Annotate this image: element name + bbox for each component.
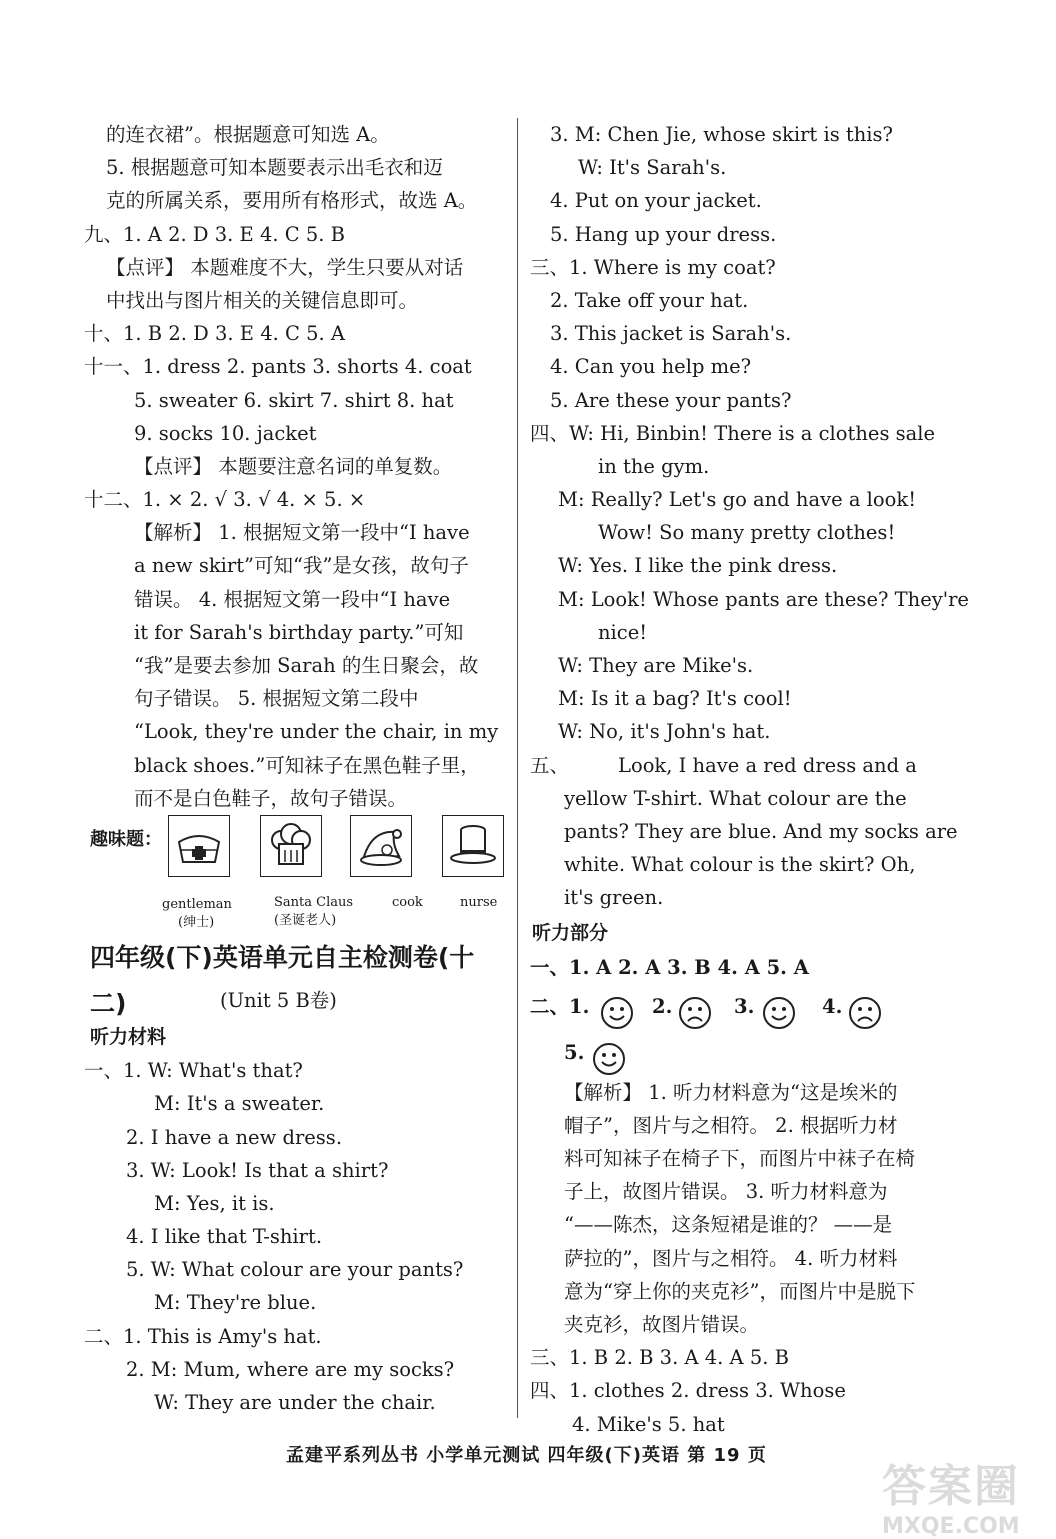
- line-text: 【解析】 1. 根据短文第一段中“I have: [134, 521, 470, 545]
- text-line: [84, 1154, 508, 1187]
- line-text: 克的所属关系，要用所有格形式，故选 A。: [106, 189, 478, 213]
- answers-section-2-item-5: 5.: [530, 1030, 970, 1076]
- line-text: 2. M: Mum, where are my socks?: [126, 1357, 455, 1381]
- line-text: Wow! So many pretty clothes!: [598, 521, 896, 545]
- text-line: [84, 284, 508, 317]
- line-text: 句子错误。 5. 根据短文第二段中: [134, 687, 419, 711]
- right-material-block: [530, 118, 970, 915]
- text-line: [530, 284, 970, 317]
- line-text: M: They're blue.: [154, 1291, 317, 1315]
- line-text: 十、1. B 2. D 3. E 4. C 5. A: [84, 322, 346, 346]
- line-text: 中找出与图片相关的关键信息即可。: [106, 288, 419, 312]
- line-text: M: Really? Let's go and have a look!: [558, 488, 917, 512]
- text-line: [530, 1275, 970, 1308]
- line-text: 3. This jacket is Sarah's.: [550, 322, 792, 346]
- text-line: [84, 184, 508, 217]
- text-line: [84, 1286, 508, 1319]
- text-line: [530, 184, 970, 217]
- line-text: pants? They are blue. And my socks are: [564, 819, 958, 843]
- text-line: [84, 782, 508, 815]
- text-line: [84, 350, 508, 383]
- text-line: [84, 218, 508, 251]
- text-line: [84, 715, 508, 748]
- line-text: 4. I like that T-shirt.: [126, 1225, 323, 1249]
- line-text: 3. W: Look! Is that a shirt?: [126, 1158, 389, 1182]
- text-line: [530, 715, 970, 748]
- line-text: W: They are Mike's.: [558, 654, 754, 677]
- text-line: [530, 1142, 970, 1175]
- text-line: [530, 1208, 970, 1241]
- text-line: [530, 1308, 970, 1341]
- line-text: it for Sarah's birthday party.”可知: [134, 620, 464, 644]
- line-text: a new skirt”可知“我”是女孩，故句子: [134, 554, 469, 578]
- text-line: [530, 649, 970, 682]
- fun-question-label: 趣味题：: [90, 828, 162, 850]
- answers-section-1: 一、1. A 2. A 3. B 4. A 5. A: [530, 955, 809, 979]
- line-text: 子上，故图片错误。 3. 听力材料意为: [564, 1180, 888, 1204]
- line-text: M: Is it a bag? It's cool!: [558, 687, 792, 711]
- text-line: [530, 483, 970, 516]
- line-text: M: It's a sweater.: [154, 1092, 325, 1116]
- line-text: 【点评】 本题要注意名词的单复数。: [134, 454, 453, 478]
- text-line: [530, 417, 970, 450]
- line-text: 十一、1. dress 2. pants 3. shorts 4. coat: [84, 355, 472, 379]
- line-text: 【解析】 1. 听力材料意为“这是埃米的: [564, 1080, 898, 1104]
- text-line: [530, 782, 970, 815]
- text-line: [530, 1242, 970, 1275]
- line-text: “我”是要去参加 Sarah 的生日聚会，故: [134, 654, 479, 677]
- test-subtitle: (Unit 5 B卷): [220, 988, 337, 1012]
- text-line: [530, 549, 970, 582]
- listening-material-block: [84, 1054, 508, 1419]
- text-line: [84, 1054, 508, 1087]
- text-line: [84, 1386, 508, 1419]
- line-text: 9. socks 10. jacket: [134, 421, 317, 445]
- text-line: [530, 516, 970, 549]
- line-text: 十二、1. × 2. √ 3. √ 4. × 5. ×: [84, 488, 366, 512]
- line-text: 四、W: Hi, Binbin! There is a clothes sale: [530, 421, 936, 445]
- caption-gentleman: gentleman: [162, 896, 232, 912]
- text-line: [84, 151, 508, 184]
- text-line: [530, 749, 970, 782]
- line-text: 5. 根据题意可知本题要表示出毛衣和迈: [106, 156, 443, 180]
- text-line: [530, 1374, 970, 1407]
- line-text: Look, I have a red dress and a: [618, 753, 917, 777]
- text-line: [84, 417, 508, 450]
- text-line: [530, 1175, 970, 1208]
- line-text: 的连衣裙”。根据题意可知选 A。: [106, 123, 390, 146]
- caption-santa: Santa Claus: [274, 894, 354, 910]
- text-line: [530, 1408, 970, 1441]
- line-text: 三、1. Where is my coat?: [530, 255, 776, 279]
- line-text: M: Yes, it is.: [154, 1191, 275, 1215]
- text-line: [530, 881, 970, 914]
- line-text: 料可知袜子在椅子下，而图片中袜子在椅: [564, 1147, 916, 1171]
- text-line: [84, 384, 508, 417]
- text-line: [84, 1087, 508, 1120]
- watermark-logo: 答案圈 MXQE.COM: [882, 1461, 1020, 1539]
- column-divider: [517, 118, 518, 1418]
- caption-nurse: nurse: [460, 894, 498, 910]
- text-line: [84, 118, 508, 151]
- line-text: 三、1. B 2. B 3. A 4. A 5. B: [530, 1346, 789, 1370]
- text-line: [84, 616, 508, 649]
- section-heading-listening-part: 听力部分: [532, 921, 609, 944]
- text-line: [84, 1320, 508, 1353]
- line-text: W: Yes. I like the pink dress.: [558, 554, 838, 578]
- line-text: 5. sweater 6. skirt 7. shirt 8. hat: [134, 388, 454, 412]
- text-line: [530, 218, 970, 251]
- text-line: [530, 682, 970, 715]
- line-text: W: No, it's John's hat.: [558, 720, 771, 744]
- text-line: [84, 649, 508, 682]
- text-line: [530, 450, 970, 483]
- line-text: 4. Mike's 5. hat: [572, 1412, 725, 1436]
- text-line: [84, 1187, 508, 1220]
- caption-santa-cn: (圣诞老人): [274, 912, 337, 928]
- left-answers-block: [84, 118, 508, 815]
- line-text: 【点评】 本题难度不大，学生只要从对话: [106, 255, 464, 279]
- text-line: [84, 682, 508, 715]
- line-text: 帽子”，图片与之相符。 2. 根据听力材: [564, 1113, 898, 1137]
- text-line: [530, 151, 970, 184]
- text-line: [530, 317, 970, 350]
- line-text: 二、1. This is Amy's hat.: [84, 1324, 322, 1348]
- line-text: 2. I have a new dress.: [126, 1125, 343, 1149]
- line-text: in the gym.: [598, 454, 710, 478]
- right-analysis-block: [530, 1076, 970, 1441]
- line-text: “Look, they're under the chair, in my: [134, 720, 499, 744]
- text-line: [84, 583, 508, 616]
- text-line: [84, 317, 508, 350]
- line-text: nice!: [598, 620, 648, 644]
- line-text: 4. Can you help me?: [550, 355, 752, 379]
- text-line: [84, 516, 508, 549]
- line-text: 而不是白色鞋子，故句子错误。: [134, 786, 408, 810]
- test-title: 四年级(下)英语单元自主检测卷(十二): [90, 942, 475, 1018]
- fun-question: [84, 815, 508, 935]
- right-column: [530, 118, 970, 1441]
- line-text: M: Look! Whose pants are these? They're: [558, 587, 969, 611]
- chef-hat-icon: [260, 815, 322, 877]
- text-line: [530, 118, 970, 151]
- line-text: white. What colour is the skirt? Oh,: [564, 853, 916, 877]
- nurse-cap-icon: [168, 815, 230, 877]
- text-line: [530, 384, 970, 417]
- text-line: [530, 1109, 970, 1142]
- line-text: 萨拉的”，图片与之相符。 4. 听力材料: [564, 1246, 898, 1270]
- line-text: 四、1. clothes 2. dress 3. Whose: [530, 1379, 846, 1403]
- text-line: [530, 848, 970, 881]
- text-line: [84, 450, 508, 483]
- text-line: [530, 616, 970, 649]
- line-text: “——陈杰，这条短裙是谁的？ ——是: [564, 1213, 893, 1237]
- text-line: [530, 350, 970, 383]
- text-line: [84, 251, 508, 284]
- text-line: [530, 815, 970, 848]
- top-hat-icon: [442, 815, 504, 877]
- line-text: 错误。 4. 根据短文第一段中“I have: [134, 587, 451, 611]
- line-text: 九、1. A 2. D 3. E 4. C 5. B: [84, 222, 346, 246]
- page-footer: 孟建平系列丛书 小学单元测试 四年级(下)英语 第 19 页: [286, 1445, 767, 1466]
- line-text: 4. Put on your jacket.: [550, 189, 762, 213]
- line-text: 5. Are these your pants?: [550, 388, 792, 412]
- text-line: [530, 583, 970, 616]
- line-text: it's green.: [564, 886, 664, 910]
- left-column: [84, 118, 508, 1419]
- line-text: 五、: [530, 753, 570, 777]
- text-line: [84, 549, 508, 582]
- line-text: yellow T-shirt. What colour are the: [564, 786, 907, 810]
- line-text: 意为“穿上你的夹克衫”，而图片中是脱下: [564, 1279, 916, 1303]
- line-text: 5. W: What colour are your pants?: [126, 1258, 464, 1282]
- text-line: [84, 749, 508, 782]
- text-line: [84, 1220, 508, 1253]
- text-line: [530, 1076, 970, 1109]
- line-text: 5. Hang up your dress.: [550, 222, 777, 246]
- line-text: W: It's Sarah's.: [578, 156, 727, 180]
- caption-cook: cook: [392, 894, 423, 910]
- answers-section-2: 二、1. 2. 3. 4.: [530, 984, 970, 1030]
- text-line: [84, 1253, 508, 1286]
- santa-hat-icon: [350, 815, 412, 877]
- caption-gentleman-cn: (绅士): [178, 914, 215, 930]
- text-line: [530, 1341, 970, 1374]
- line-text: 2. Take off your hat.: [550, 288, 749, 312]
- line-text: W: They are under the chair.: [154, 1391, 436, 1414]
- line-text: 3. M: Chen Jie, whose skirt is this?: [550, 123, 893, 146]
- line-text: black shoes.”可知袜子在黑色鞋子里，: [134, 753, 480, 777]
- section-heading-listening-material: 听力材料: [90, 1025, 167, 1048]
- line-text: 一、1. W: What's that?: [84, 1059, 303, 1083]
- text-line: [84, 1353, 508, 1386]
- line-text: 夹克衫，故图片错误。: [564, 1313, 760, 1336]
- text-line: [84, 483, 508, 516]
- text-line: [84, 1121, 508, 1154]
- text-line: [530, 251, 970, 284]
